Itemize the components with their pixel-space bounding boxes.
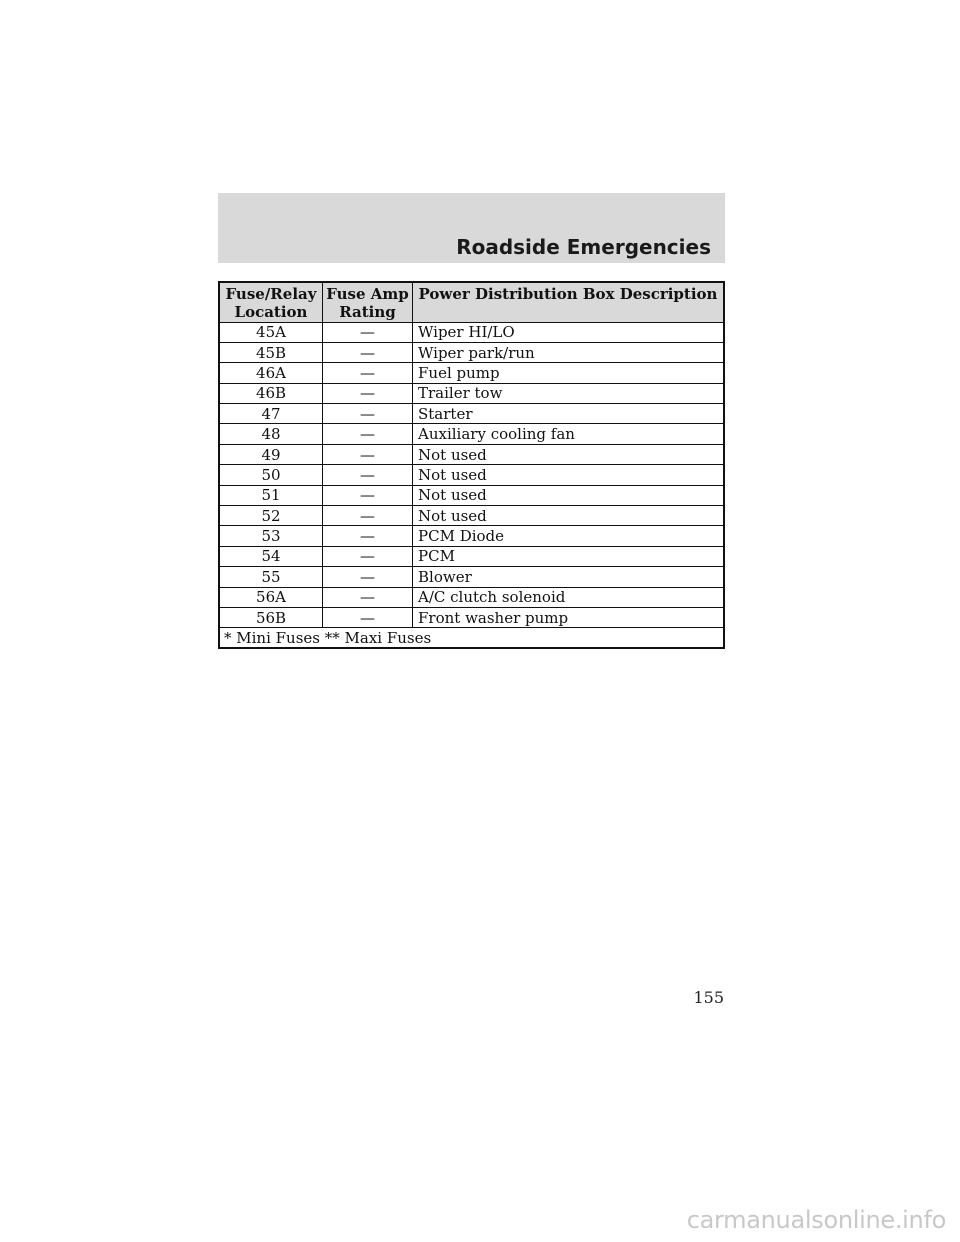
table-row [219,383,724,403]
description-cell: Wiper park/run [413,342,725,362]
description-cell: Trailer tow [413,383,725,403]
amp-rating-cell: — [323,465,413,485]
table-row [219,342,724,362]
amp-rating-cell: — [323,607,413,627]
fuse-location-cell: 56B [219,607,323,627]
section-header-band [218,193,725,263]
table-row [219,363,724,383]
amp-rating-cell: — [323,424,413,444]
table-row [219,587,724,607]
table-row [219,607,724,627]
amp-rating-cell: — [323,342,413,362]
table-footnote: * Mini Fuses ** Maxi Fuses [219,628,724,648]
table-row [219,322,724,342]
column-header-description: Power Distribution Box Description [413,282,725,322]
table-row [219,506,724,526]
fuse-location-cell: 53 [219,526,323,546]
description-cell: Not used [413,506,725,526]
table-header-row [219,282,724,322]
table-row [219,526,724,546]
description-cell: A/C clutch solenoid [413,587,725,607]
fuse-location-cell: 51 [219,485,323,505]
fuse-location-cell: 47 [219,404,323,424]
fuse-location-cell: 52 [219,506,323,526]
site-watermark: carmanualsonline.info [686,1206,946,1234]
footnote-row [219,628,724,648]
description-cell: Not used [413,485,725,505]
fuse-location-cell: 45A [219,322,323,342]
description-cell: PCM Diode [413,526,725,546]
amp-rating-cell: — [323,444,413,464]
column-header-amp-rating: Fuse Amp Rating [323,282,413,322]
section-title: Roadside Emergencies [456,235,711,259]
column-header-location: Fuse/Relay Location [219,282,323,322]
fuse-location-cell: 45B [219,342,323,362]
description-cell: Not used [413,465,725,485]
amp-rating-cell: — [323,404,413,424]
amp-rating-cell: — [323,587,413,607]
fuse-location-cell: 54 [219,546,323,566]
table-row [219,465,724,485]
fuse-location-cell: 46A [219,363,323,383]
amp-rating-cell: — [323,546,413,566]
amp-rating-cell: — [323,363,413,383]
description-cell: Not used [413,444,725,464]
description-cell: Front washer pump [413,607,725,627]
table-row [219,546,724,566]
table-row [219,424,724,444]
description-cell: Auxiliary cooling fan [413,424,725,444]
table-row [219,567,724,587]
amp-rating-cell: — [323,485,413,505]
amp-rating-cell: — [323,506,413,526]
amp-rating-cell: — [323,322,413,342]
fuse-location-cell: 55 [219,567,323,587]
fuse-location-cell: 46B [219,383,323,403]
fuse-table [218,281,725,649]
description-cell: Starter [413,404,725,424]
page-number: 155 [693,988,724,1007]
amp-rating-cell: — [323,383,413,403]
table-row [219,485,724,505]
amp-rating-cell: — [323,526,413,546]
table-row [219,444,724,464]
amp-rating-cell: — [323,567,413,587]
description-cell: Wiper HI/LO [413,322,725,342]
fuse-location-cell: 56A [219,587,323,607]
description-cell: Fuel pump [413,363,725,383]
table-row [219,404,724,424]
fuse-location-cell: 48 [219,424,323,444]
fuse-location-cell: 49 [219,444,323,464]
fuse-location-cell: 50 [219,465,323,485]
description-cell: PCM [413,546,725,566]
description-cell: Blower [413,567,725,587]
